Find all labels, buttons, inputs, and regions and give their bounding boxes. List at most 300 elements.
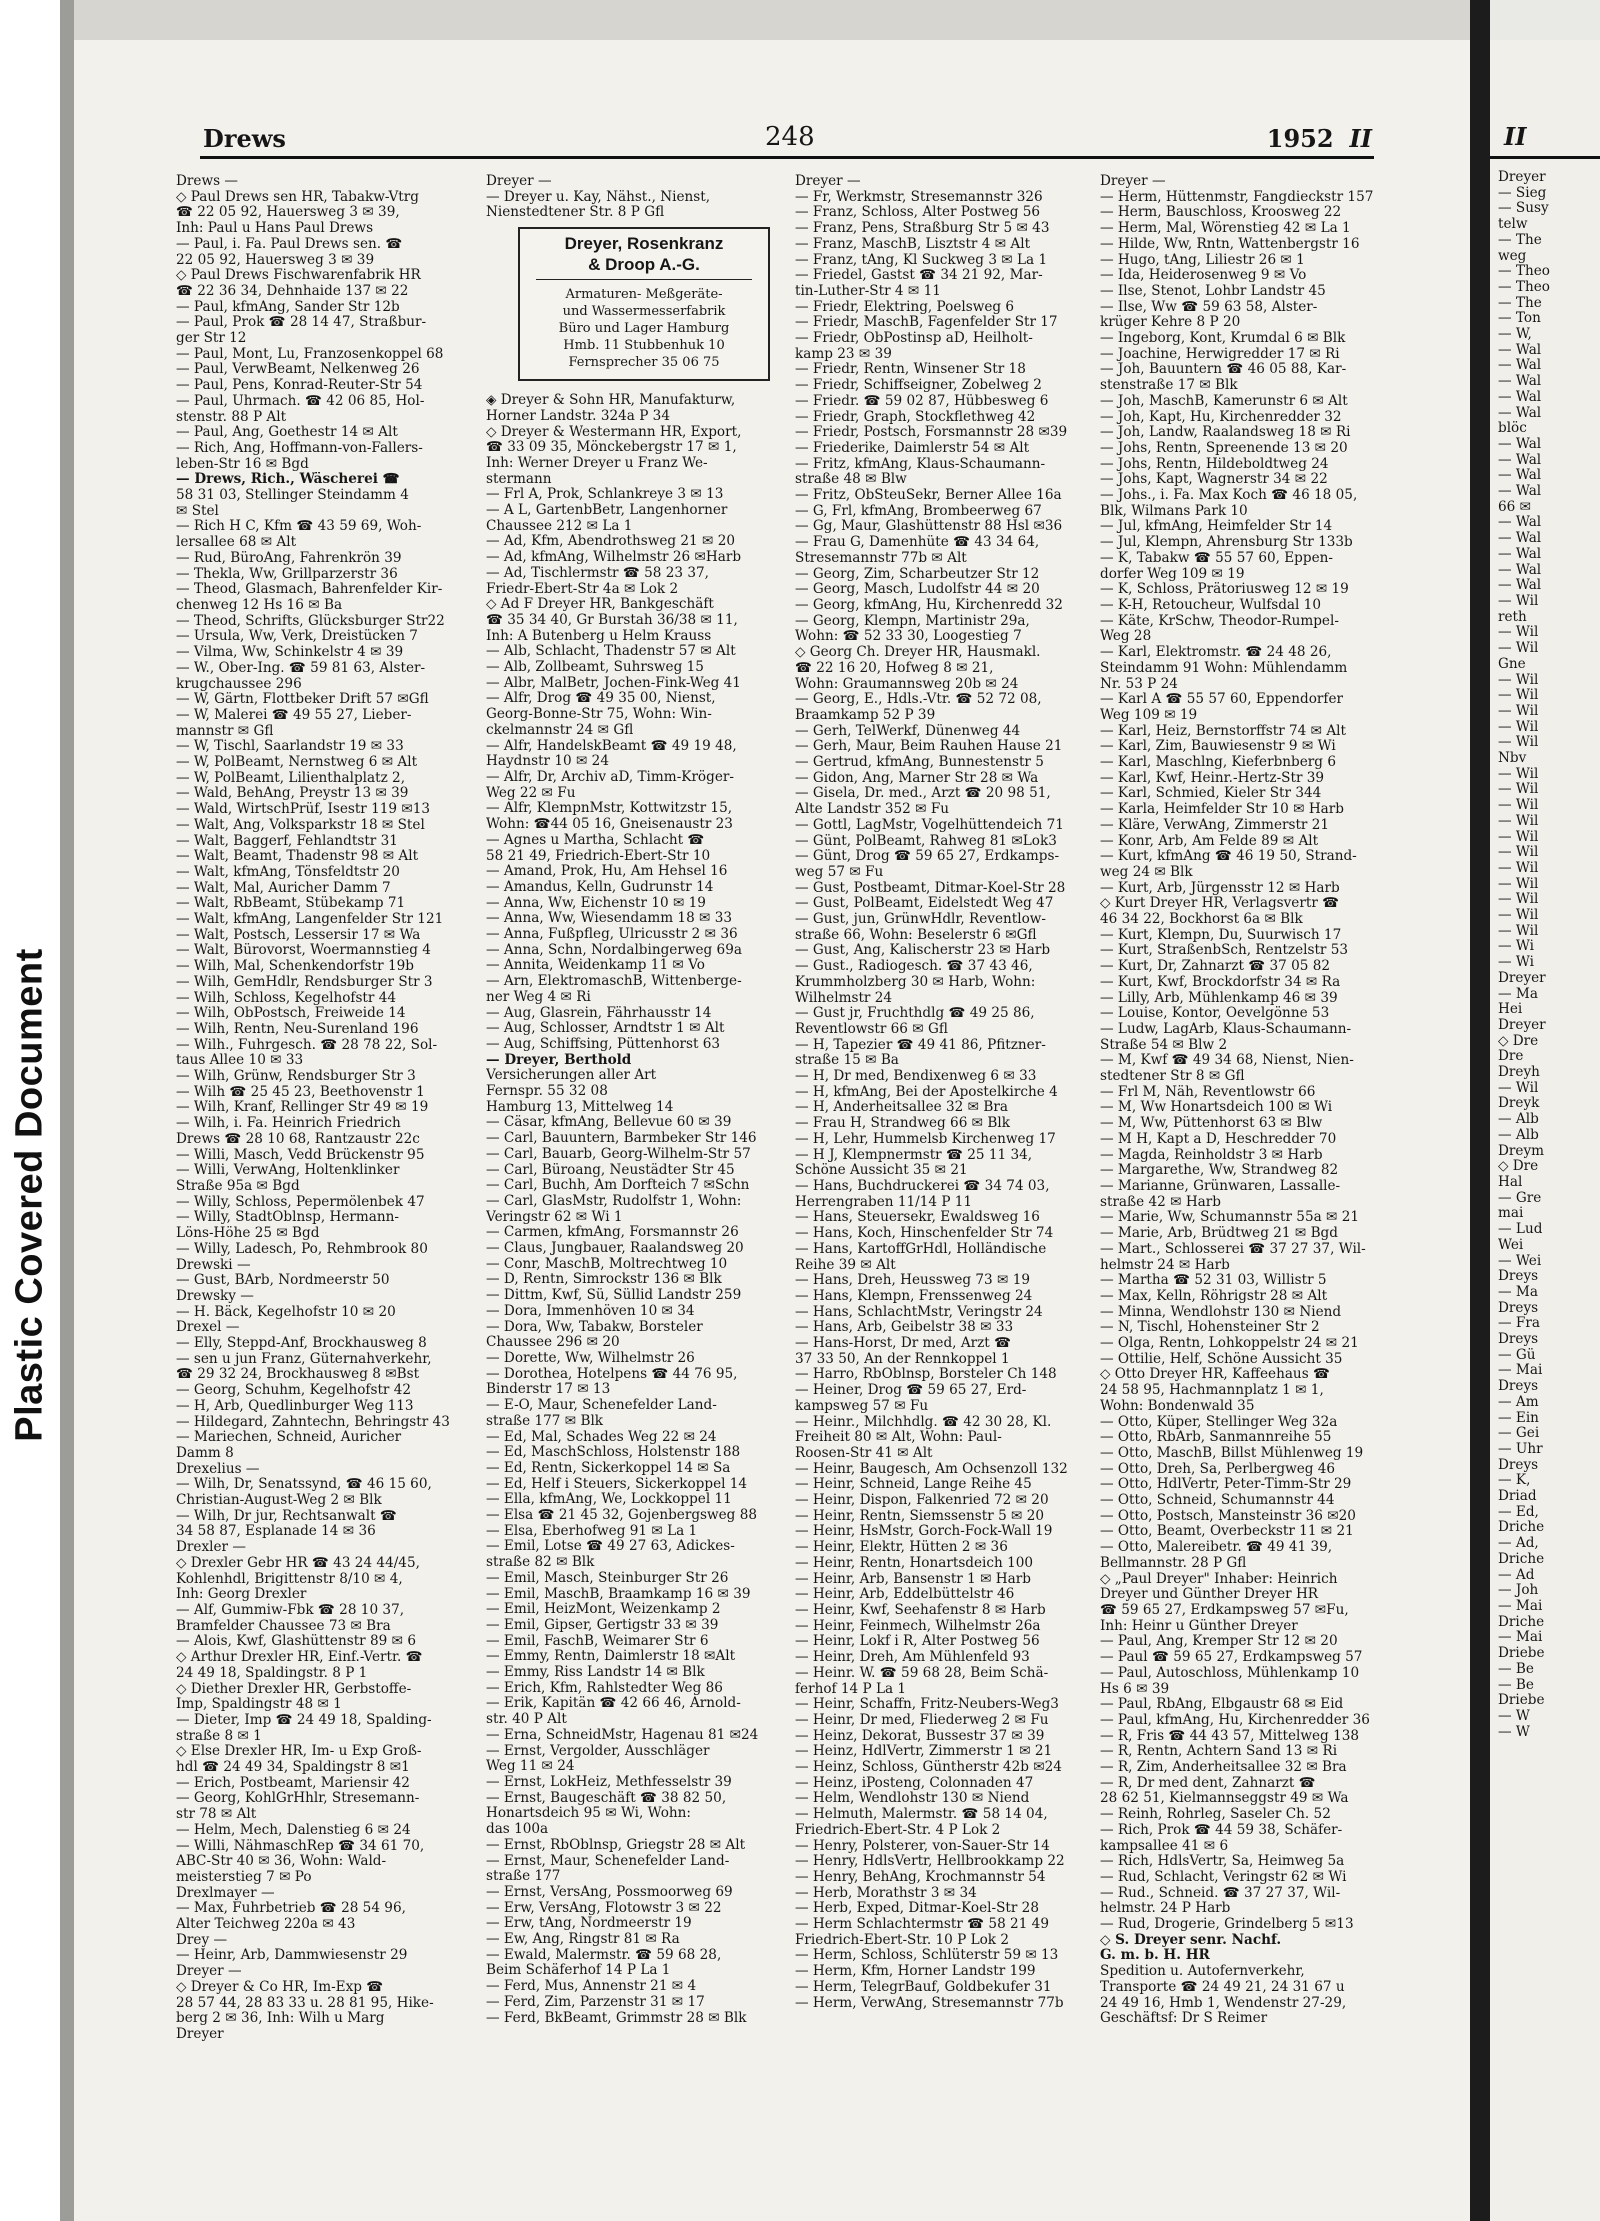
directory-entry-line: — Hilde, Ww, Rntn, Wattenbergstr 16 <box>1100 236 1360 252</box>
directory-entry-line: — Kurt, kfmAng ☎ 46 19 50, Strand- <box>1100 849 1357 865</box>
directory-entry-line: — Ad, kfmAng, Wilhelmstr 26 ✉Harb <box>486 550 742 566</box>
adjacent-entry-line: Dreym <box>1498 1143 1545 1159</box>
adjacent-entry-line: — Wil <box>1498 782 1539 798</box>
directory-entry-line: Kohlenhdl, Brigittenstr 8/10 ✉ 4, <box>176 1571 403 1587</box>
directory-entry-line: — Otto, Schneid, Schumannstr 44 <box>1100 1493 1335 1509</box>
directory-entry-line: — R, Zim, Anderheitsallee 32 ✉ Bra <box>1100 1760 1347 1776</box>
directory-entry-line: — Anna, Fußpfleg, Ulricusstr 2 ✉ 36 <box>486 927 738 943</box>
adjacent-entry-line: — Wal <box>1498 578 1542 594</box>
adjacent-entry-line: — Theo <box>1498 279 1550 295</box>
directory-entry-line: Geschäftsf: Dr S Reimer <box>1100 2011 1268 2027</box>
directory-entry-line: — Paul, Autoschloss, Mühlenkamp 10 <box>1100 1665 1360 1681</box>
adjacent-entry-line: — Wil <box>1498 798 1539 814</box>
directory-entry-line: straße 66, Wohn: Beselerstr 6 ✉Gfl <box>795 927 1037 943</box>
adjacent-page-header: II <box>1504 122 1527 151</box>
directory-entry-line: — Alf, Gummiw-Fbk ☎ 28 10 37, <box>176 1602 405 1618</box>
directory-entry-line: — Konr, Arb, Am Felde 89 ✉ Alt <box>1100 833 1319 849</box>
adjacent-entry-line: — Alb <box>1498 1127 1539 1143</box>
directory-entry-line: — Walt, Mal, Auricher Damm 7 <box>176 880 391 896</box>
directory-entry-line: — Heinr, Baugesch, Am Ochsenzoll 132 <box>795 1461 1068 1477</box>
directory-entry-line: — Karl, Elektromstr. ☎ 24 48 26, <box>1100 645 1332 661</box>
directory-entry-line: helmstr 24 ✉ Harb <box>1100 1257 1230 1273</box>
directory-entry-line: — D, Rentn, Simrockstr 136 ✉ Blk <box>486 1272 722 1288</box>
adjacent-entry-line: — Wil <box>1498 1080 1539 1096</box>
directory-entry-line: — Gust jr, Fruchthdlg ☎ 49 25 86, <box>795 1006 1035 1022</box>
directory-entry-line: Alter Teichweg 220a ✉ 43 <box>176 1917 356 1933</box>
directory-entry-line: ferhof 14 P La 1 <box>795 1681 907 1697</box>
ad-text-line: Hmb. 11 Stubbenhuk 10 <box>563 338 725 354</box>
adjacent-entry-line: — Be <box>1498 1661 1534 1677</box>
directory-entry-line: Steindamm 91 Wohn: Mühlendamm <box>1100 660 1348 676</box>
directory-entry-line: ◇ Dreyer & Co HR, Im-Exp ☎ <box>176 1979 384 1995</box>
directory-entry-line: — Heinr, Elektr, Hütten 2 ✉ 36 <box>795 1540 1008 1556</box>
directory-entry-line: — Ernst, RbOblnsp, Griegstr 28 ✉ Alt <box>486 1837 746 1853</box>
directory-entry-line: — Paul, kfmAng, Hu, Kirchenredder 36 <box>1100 1712 1370 1728</box>
directory-entry-line: — Wilh., Fuhrgesch. ☎ 28 78 22, Sol- <box>176 1037 438 1053</box>
directory-entry-line: — K, Schloss, Prätoriusweg 12 ✉ 19 <box>1100 582 1349 598</box>
directory-entry-line: — Ew, Ang, Ringstr 81 ✉ Ra <box>486 1932 680 1948</box>
directory-entry-line: — Helmuth, Malermstr. ☎ 58 14 04, <box>795 1807 1048 1823</box>
directory-entry-line: — Gidon, Ang, Marner Str 28 ✉ Wa <box>795 770 1039 786</box>
directory-entry-line: — H, Anderheitsallee 32 ✉ Bra <box>795 1100 1008 1116</box>
directory-entry-line: — Amandus, Kelln, Gudrunstr 14 <box>486 879 714 895</box>
directory-entry-line: — Kurt, Klempn, Du, Suurwisch 17 <box>1100 927 1342 943</box>
directory-entry-line: — Ad, Tischlermstr ☎ 58 23 37, <box>486 565 709 581</box>
directory-entry-line: — Heinz, iPosteng, Colonnaden 47 <box>795 1775 1034 1791</box>
adjacent-entry-line: — The <box>1498 232 1542 248</box>
directory-entry-line: — Mart., Schlosserei ☎ 37 27 37, Wil- <box>1100 1241 1366 1257</box>
directory-entry-line: — Margarethe, Ww, Strandweg 82 <box>1100 1163 1339 1179</box>
directory-entry-line: — Georg, KohlGrHhlr, Stresemann- <box>176 1791 420 1807</box>
directory-entry-line: — Gg, Maur, Glashüttenstr 88 Hsl ✉36 <box>795 519 1063 535</box>
directory-entry-line: — Carl, Büroang, Neustädter Str 45 <box>486 1162 735 1178</box>
directory-entry-line: — Willi, Masch, Vedd Brückenstr 95 <box>176 1147 425 1163</box>
directory-entry-line: krüger Kehre 8 P 20 <box>1100 315 1241 331</box>
adjacent-entry-line: — Theo <box>1498 264 1550 280</box>
directory-entry-line: — Johs, Rentn, Spreenende 13 ✉ 20 <box>1100 440 1348 456</box>
directory-entry-line: — Louise, Kontor, Oevelgönne 53 <box>1100 1006 1330 1022</box>
directory-entry-line: krugchaussee 296 <box>176 676 302 692</box>
directory-entry-line: — Günt, Drog ☎ 59 65 27, Erdkamps- <box>795 849 1060 865</box>
directory-entry-line: — Paul, Ang, Kremper Str 12 ✉ 20 <box>1100 1634 1338 1650</box>
directory-entry-line: — Joh, Landw, Raalandsweg 18 ✉ Ri <box>1100 425 1351 441</box>
adjacent-entry-line: Dreyk <box>1498 1096 1540 1112</box>
adjacent-entry-line: — Wil <box>1498 892 1539 908</box>
directory-entry-line: — Ed, Helf i Steuers, Sickerkoppel 14 <box>486 1476 748 1492</box>
directory-entry-line: mannstr ✉ Gfl <box>176 723 274 739</box>
directory-entry-line: Inh: Werner Dreyer u Franz We- <box>486 455 708 471</box>
adjacent-entry-line: mai <box>1498 1206 1524 1222</box>
adjacent-entry-line: Driad <box>1498 1489 1537 1505</box>
directory-entry-line: — Frl M, Näh, Reventlowstr 66 <box>1100 1084 1316 1100</box>
directory-entry-line: — Rich, Prok ☎ 44 59 38, Schäfer- <box>1100 1822 1343 1838</box>
adjacent-entry-line: Dreys <box>1498 1300 1539 1316</box>
directory-entry-line: Inh: Heinr u Günther Dreyer <box>1100 1618 1298 1634</box>
directory-entry-line: Blk, Wilmans Park 10 <box>1100 503 1248 519</box>
directory-entry-line: — Emil, Gipser, Gertigstr 33 ✉ 39 <box>486 1617 719 1633</box>
directory-entry-line: Weg 11 ✉ 24 <box>486 1759 575 1775</box>
directory-entry-line: Bellmannstr. 28 P Gfl <box>1100 1555 1247 1571</box>
directory-entry-line: — Wilh, Rentn, Neu-Surenland 196 <box>176 1021 419 1037</box>
directory-entry-line: — R, Rentn, Achtern Sand 13 ✉ Ri <box>1100 1744 1338 1760</box>
directory-entry-line: straße 82 ✉ Blk <box>486 1555 595 1571</box>
directory-entry-line: — Gust, BArb, Nordmeerstr 50 <box>176 1273 390 1289</box>
adjacent-entry-line: — Wi <box>1498 939 1534 955</box>
adjacent-entry-line: Dreys <box>1498 1457 1539 1473</box>
directory-entry-line: — Alois, Kwf, Glashüttenstr 89 ✉ 6 <box>176 1634 416 1650</box>
directory-entry-line: — Günt, PolBeamt, Rahweg 81 ✉Lok3 <box>795 833 1057 849</box>
adjacent-entry-line: — Wil <box>1498 672 1539 688</box>
directory-entry-line: — Albr, MalBetr, Jochen-Fink-Weg 41 <box>486 675 741 691</box>
directory-entry-line: — Mariechen, Schneid, Auricher <box>176 1430 402 1446</box>
directory-entry-line: taus Allee 10 ✉ 33 <box>176 1053 304 1069</box>
directory-entry-line: — Gust, Ang, Kalischerstr 23 ✉ Harb <box>795 943 1051 959</box>
adjacent-entry-line: Gne <box>1498 656 1526 672</box>
directory-entry-line: — Rich H C, Kfm ☎ 43 59 69, Woh- <box>176 519 422 535</box>
directory-entry-line: — Agnes u Martha, Schlacht ☎ <box>486 832 705 848</box>
adjacent-entry-line: — Wal <box>1498 389 1542 405</box>
directory-entry-line: — Franz, MaschB, Lisztstr 4 ✉ Alt <box>795 236 1031 252</box>
directory-entry-line: — Ernst, Baugeschäft ☎ 38 82 50, <box>486 1790 727 1806</box>
directory-entry-line: — Gust, Postbeamt, Ditmar-Koel-Str 28 <box>795 880 1066 896</box>
adjacent-entry-line: — Wal <box>1498 342 1542 358</box>
adjacent-page-edge <box>1490 40 1600 2221</box>
column-2 <box>486 174 776 2026</box>
directory-entry-line: — Marianne, Grünwaren, Lassalle- <box>1100 1179 1341 1194</box>
directory-entry-line: — Georg, Masch, Ludolfstr 44 ✉ 20 <box>795 582 1040 598</box>
directory-entry-line: — Herm, Schloss, Schlüterstr 59 ✉ 13 <box>795 1948 1059 1964</box>
directory-entry-line: — Dorothea, Hotelpens ☎ 44 76 95, <box>486 1366 738 1382</box>
directory-entry-line: — Ed, MaschSchloss, Holstenstr 188 <box>486 1445 741 1461</box>
directory-entry-line: — Johs, Kapt, Wagnerstr 34 ✉ 22 <box>1100 472 1328 488</box>
adjacent-entry-line: — Mai <box>1498 1363 1543 1379</box>
directory-entry-line: — W, Gärtn, Flottbeker Drift 57 ✉Gfl <box>176 692 429 708</box>
directory-entry-line: — Annita, Weidenkamp 11 ✉ Vo <box>486 958 705 974</box>
directory-entry-line: — Otto, HdlVertr, Peter-Timm-Str 29 <box>1100 1477 1352 1493</box>
directory-entry-line: Drewsky — <box>176 1288 254 1304</box>
directory-entry-line: — W, Tischl, Saarlandstr 19 ✉ 33 <box>176 739 404 755</box>
directory-entry-line: ckelmannstr 24 ✉ Gfl <box>486 722 634 738</box>
directory-entry-line: — Heinr, Rentn, Honartsdeich 100 <box>795 1555 1034 1571</box>
adjacent-entry-line: — Wil <box>1498 641 1539 657</box>
directory-entry-line: — Emmy, Riss Landstr 14 ✉ Blk <box>486 1665 705 1681</box>
adjacent-entry-line: — Wal <box>1498 484 1542 500</box>
directory-entry-line: — Erich, Kfm, Rahlstedter Weg 86 <box>486 1680 723 1696</box>
directory-entry-line: stenstr. 88 P Alt <box>176 409 287 425</box>
directory-entry-line: — Kurt, Arb, Jürgensstr 12 ✉ Harb <box>1100 880 1340 896</box>
directory-entry-line: — Franz, Schloss, Alter Postweg 56 <box>795 205 1041 221</box>
directory-entry-line: — Heinr, Schaffn, Fritz-Neubers-Weg3 <box>795 1697 1059 1713</box>
directory-entry-line: — Hildegard, Zahntechn, Behringstr 43 <box>176 1414 450 1430</box>
directory-entry-line: — Otto, MaschB, Billst Mühlenweg 19 <box>1100 1445 1364 1461</box>
adjacent-entry-line: — Wil <box>1498 703 1539 719</box>
directory-entry-line: Hamburg 13, Mittelweg 14 <box>486 1099 674 1115</box>
directory-entry-line: — Wilh, Schloss, Kegelhofstr 44 <box>176 990 397 1006</box>
ad-text-line: Fernsprecher 35 06 75 <box>568 355 720 371</box>
adjacent-entry-line: Nbv <box>1498 751 1527 767</box>
directory-entry-line: stermann <box>486 471 552 487</box>
directory-entry-line: — Wilh, Dr, Senatssynd, ☎ 46 15 60, <box>176 1477 432 1493</box>
directory-entry-line: — Erik, Kapitän ☎ 42 66 46, Arnold- <box>486 1696 741 1712</box>
directory-entry-line: ☎ 22 36 34, Dehnhaide 137 ✉ 22 <box>176 283 409 299</box>
directory-entry-line: — Ottilie, Helf, Schöne Aussicht 35 <box>1100 1351 1343 1367</box>
directory-entry-line: — Karl, Zim, Bauwiesenstr 9 ✉ Wi <box>1100 739 1336 755</box>
ad-divider <box>536 279 752 280</box>
directory-entry-line: lersallee 68 ✉ Alt <box>176 535 297 551</box>
directory-entry-line: — Willy, Schloss, Pepermölenbek 47 <box>176 1194 425 1210</box>
directory-entry-line: Drewski — <box>176 1257 251 1273</box>
directory-entry-line: ☎ 35 34 40, Gr Burstah 36/38 ✉ 11, <box>486 612 738 628</box>
directory-entry-line: — Otto, Postsch, Mansteinstr 36 ✉20 <box>1100 1508 1356 1524</box>
directory-entry-line: Krummholzberg 30 ✉ Harb, Wohn: <box>795 974 1036 990</box>
directory-entry-line: Friedrich-Ebert-Str. 10 P Lok 2 <box>795 1932 1009 1948</box>
directory-entry-line: — Alb, Zollbeamt, Suhrsweg 15 <box>486 660 704 676</box>
directory-entry-line: Reihe 39 ✉ Alt <box>795 1257 896 1273</box>
scan-top-band <box>74 0 1490 40</box>
directory-entry-line: — Emil, Lotse ☎ 49 27 63, Adickes- <box>486 1539 735 1555</box>
directory-entry-line: Wohn: Graumannsweg 20b ✉ 24 <box>795 676 1019 692</box>
directory-entry-line: 58 31 03, Stellinger Steindamm 4 <box>176 488 409 504</box>
adjacent-page-column <box>1498 170 1598 1740</box>
directory-entry-line: — Joh, MaschB, Kamerunstr 6 ✉ Alt <box>1100 393 1348 409</box>
directory-entry-line: — Wilh, Mal, Schenkendorfstr 19b <box>176 959 414 975</box>
directory-entry-line: — Heinr, Dreh, Am Mühlenfeld 93 <box>795 1650 1030 1666</box>
directory-entry-line: ◇ S. Dreyer senr. Nachf. <box>1100 1932 1282 1948</box>
adjacent-entry-line: — Gre <box>1498 1190 1542 1206</box>
directory-entry-line: — Karl, Schmied, Kieler Str 344 <box>1100 786 1322 802</box>
adjacent-entry-line: Dreyh <box>1498 1065 1540 1081</box>
directory-entry-line: — Fr, Werkmstr, Stresemannstr 326 <box>795 189 1043 205</box>
directory-entry-line: Damm 8 <box>176 1445 234 1461</box>
directory-entry-line: — Alfr, Dr, Archiv aD, Timm-Kröger- <box>486 769 734 785</box>
directory-entry-line: 34 58 87, Esplanade 14 ✉ 36 <box>176 1524 376 1540</box>
directory-entry-line: Hs 6 ✉ 39 <box>1100 1681 1170 1697</box>
directory-entry-line: Georg-Bonne-Str 75, Wohn: Win- <box>486 707 712 723</box>
directory-entry-line: — Ferd, Zim, Parzenstr 31 ✉ 17 <box>486 1994 705 2010</box>
directory-entry-line: — H, kfmAng, Bei der Apostelkirche 4 <box>795 1084 1058 1100</box>
adjacent-entry-line: Driebe <box>1498 1646 1545 1662</box>
directory-entry-line: straße 42 ✉ Harb <box>1100 1194 1221 1210</box>
directory-entry-line: Horner Landstr. 324a P 34 <box>486 408 670 424</box>
directory-entry-line: — Anna, Schn, Nordalbingerweg 69a <box>486 942 742 958</box>
directory-entry-line: — Heinr, Arb, Eddelbüttelstr 46 <box>795 1587 1015 1603</box>
directory-entry-line: Schöne Aussicht 35 ✉ 21 <box>795 1163 968 1179</box>
directory-entry-line: ner Weg 4 ✉ Ri <box>486 989 591 1005</box>
directory-entry-line: — Heinr, Rentn, Siemssenstr 5 ✉ 20 <box>795 1508 1045 1524</box>
directory-entry-line: — Kurt, Kwf, Brockdorfstr 34 ✉ Ra <box>1100 974 1341 990</box>
directory-entry-line: Christian-August-Weg 2 ✉ Blk <box>176 1493 382 1509</box>
directory-entry-line: Wohn: ☎ 52 33 30, Loogestieg 7 <box>795 629 1022 645</box>
directory-entry-line: — Walt, Bürovorst, Woermannstieg 4 <box>176 943 431 959</box>
adjacent-entry-line: — Wal <box>1498 452 1542 468</box>
directory-entry-line: — Walt, RbBeamt, Stübekamp 71 <box>176 896 406 912</box>
directory-entry-line: — Harro, RbOblnsp, Borsteler Ch 148 <box>795 1367 1057 1383</box>
adjacent-entry-line: weg <box>1498 248 1527 264</box>
directory-entry-line: — Friederike, Daimlerstr 54 ✉ Alt <box>795 440 1030 456</box>
adjacent-entry-line: Dre <box>1498 1049 1524 1065</box>
directory-entry-line: — Heinr, Kwf, Seehafenstr 8 ✉ Harb <box>795 1602 1046 1618</box>
directory-entry-line: — H, Arb, Quedlinburger Weg 113 <box>176 1398 414 1414</box>
directory-entry-line: — H J, Klempnermstr ☎ 25 11 34, <box>795 1147 1033 1163</box>
directory-entry-line: — W., Ober-Ing. ☎ 59 81 63, Alster- <box>176 660 426 676</box>
directory-entry-line: 46 34 22, Bockhorst 6a ✉ Blk <box>1100 912 1303 928</box>
directory-entry-line: Beim Schäferhof 14 P La 1 <box>486 1963 671 1979</box>
directory-entry-line: — sen u jun Franz, Güternahverkehr, <box>176 1351 432 1367</box>
column-1 <box>176 174 468 2043</box>
directory-entry-line: — Joh, Kapt, Hu, Kirchenredder 32 <box>1100 409 1342 425</box>
directory-entry-line: — Dreyer u. Kay, Nähst., Nienst, <box>486 189 711 205</box>
directory-entry-line: — Hans, KartoffGrHdl, Holländische <box>795 1241 1047 1257</box>
directory-entry-line: Dreyer und Günther Dreyer HR <box>1100 1587 1319 1603</box>
directory-entry-line: leben-Str 16 ✉ Bgd <box>176 456 309 472</box>
directory-entry-line: Inh: Paul u Hans Paul Drews <box>176 221 374 237</box>
adjacent-entry-line: Driebe <box>1498 1693 1545 1709</box>
directory-entry-line: Drews ☎ 28 10 68, Rantzaustr 22c <box>176 1131 420 1147</box>
directory-entry-line: — Paul, VerwBeamt, Nelkenweg 26 <box>176 362 420 378</box>
directory-entry-line: — N, Tischl, Hohensteiner Str 2 <box>1100 1320 1320 1336</box>
directory-entry-line: — Heinr, Dr med, Fliederweg 2 ✉ Fu <box>795 1712 1049 1728</box>
directory-entry-line: ◇ Diether Drexler HR, Gerbstoffe- <box>176 1681 412 1697</box>
adjacent-entry-line: — Be <box>1498 1677 1534 1693</box>
directory-entry-line: — Heinr, HsMstr, Gorch-Fock-Wall 19 <box>795 1524 1053 1540</box>
directory-entry-line: — Minna, Wendlohstr 130 ✉ Niend <box>1100 1304 1342 1320</box>
directory-entry-line: straße 15 ✉ Ba <box>795 1053 899 1069</box>
directory-entry-line: Dreyer — <box>1100 174 1166 189</box>
directory-entry-line: — Frau G, Damenhüte ☎ 43 34 64, <box>795 535 1040 551</box>
directory-entry-line: — Vilma, Ww, Schinkelstr 4 ✉ 39 <box>176 645 404 661</box>
directory-entry-line: — Karla, Heimfelder Str 10 ✉ Harb <box>1100 802 1344 818</box>
directory-entry-line: Drexlmayer — <box>176 1885 275 1901</box>
adjacent-entry-line: Dreyer <box>1498 170 1546 185</box>
directory-entry-line: — Hugo, tAng, Liliestr 26 ✉ 1 <box>1100 252 1305 268</box>
directory-entry-line: — Rud, Drogerie, Grindelberg 5 ✉13 <box>1100 1917 1354 1933</box>
directory-entry-line: — Emil, Masch, Steinburger Str 26 <box>486 1570 729 1586</box>
directory-entry-line: — A L, GartenbBetr, Langenhorner <box>486 503 728 519</box>
directory-entry-line: — Wald, WirtschPrüf, Isestr 119 ✉13 <box>176 802 431 818</box>
directory-entry-line: weg 57 ✉ Fu <box>795 864 884 880</box>
advertisement-box <box>518 227 770 381</box>
book-gutter <box>1470 0 1490 2221</box>
directory-entry-line: ◇ Kurt Dreyer HR, Verlagsvertr ☎ <box>1100 896 1340 912</box>
directory-entry-line: — Walt, kfmAng, Tönsfeldtstr 20 <box>176 864 400 880</box>
directory-entry-line: — Ernst, VersAng, Possmoorweg 69 <box>486 1884 733 1900</box>
directory-entry-line: Herrengraben 11/14 P 11 <box>795 1194 973 1210</box>
adjacent-entry-line: — Wal <box>1498 358 1542 374</box>
directory-entry-line: — Ilse, Stenot, Lohbr Landstr 45 <box>1100 283 1326 299</box>
directory-entry-line: helmstr. 24 P Harb <box>1100 1901 1231 1917</box>
directory-entry-line: — Gerh, Maur, Beim Rauhen Hause 21 <box>795 739 1063 755</box>
adjacent-entry-line: — Wil <box>1498 908 1539 924</box>
adjacent-entry-line: — Ma <box>1498 1284 1538 1300</box>
directory-entry-line: — Henry, BehAng, Krochmannstr 54 <box>795 1869 1046 1885</box>
directory-entry-line: — Heinr, Arb, Dammwiesenstr 29 <box>176 1948 408 1964</box>
directory-entry-line: — Carl, Bauarb, Georg-Wilhelm-Str 57 <box>486 1146 751 1162</box>
directory-entry-line: Nienstedtener Str. 8 P Gfl <box>486 205 665 221</box>
directory-entry-line: Honartsdeich 95 ✉ Wi, Wohn: <box>486 1806 691 1822</box>
directory-entry-line: Weg 28 <box>1100 629 1152 645</box>
directory-entry-line: Wohn: Bondenwald 35 <box>1100 1398 1255 1414</box>
directory-entry-line: — Hans, Buchdruckerei ☎ 34 74 03, <box>795 1179 1050 1194</box>
ad-title-line-1: Dreyer, Rosenkranz <box>564 234 724 254</box>
directory-entry-line: — Wilh, Dr jur, Rechtsanwalt ☎ <box>176 1508 397 1524</box>
directory-entry-line: — Gerh, TelWerkf, Dünenweg 44 <box>795 723 1021 739</box>
adjacent-entry-line: — K, <box>1498 1473 1531 1489</box>
directory-entry-line: — Rud., Schneid. ☎ 37 27 37, Wil- <box>1100 1885 1341 1901</box>
directory-entry-line: Wohn: ☎44 05 16, Gneisenaustr 23 <box>486 817 733 833</box>
directory-entry-line: — H. Bäck, Kegelhofstr 10 ✉ 20 <box>176 1304 396 1320</box>
adjacent-entry-line: Dreys <box>1498 1379 1539 1395</box>
directory-entry-line: stenstraße 17 ✉ Blk <box>1100 378 1238 394</box>
page-number: 248 <box>765 122 815 152</box>
directory-entry-line: — Rud, Schlacht, Veringstr 62 ✉ Wi <box>1100 1869 1347 1885</box>
directory-entry-line: — Hans-Horst, Dr med, Arzt ☎ <box>795 1336 1012 1352</box>
directory-entry-line: — Wilh, ObPostsch, Freiweide 14 <box>176 1006 406 1022</box>
directory-entry-line: — Herm, TelegrBauf, Goldbekufer 31 <box>795 1979 1052 1995</box>
adjacent-entry-line: — Uhr <box>1498 1441 1543 1457</box>
adjacent-entry-line: Dreys <box>1498 1269 1539 1285</box>
directory-entry-line: ◇ Otto Dreyer HR, Kaffeehaus ☎ <box>1100 1367 1330 1383</box>
directory-entry-line: Straße 54 ✉ Blw 2 <box>1100 1037 1228 1053</box>
directory-entry-line: — Kurt, Dr, Zahnarzt ☎ 37 05 82 <box>1100 959 1331 975</box>
directory-entry-line: ◇ Drexler Gebr HR ☎ 43 24 44/45, <box>176 1555 420 1571</box>
directory-entry-line: — Paul, Mont, Lu, Franzosenkoppel 68 <box>176 346 444 362</box>
directory-entry-line: — Georg, Schuhm, Kegelhofstr 42 <box>176 1383 412 1399</box>
directory-entry-line: — Ursula, Ww, Verk, Dreistücken 7 <box>176 629 418 645</box>
directory-entry-line: — Herm, Hüttenmstr, Fangdieckstr 157 <box>1100 189 1374 205</box>
directory-entry-line: Roosen-Str 41 ✉ Alt <box>795 1445 933 1461</box>
directory-entry-line: — Herb, Exped, Ditmar-Koel-Str 28 <box>795 1901 1039 1917</box>
directory-entry-line: — Theod, Schrifts, Glücksburger Str22 <box>176 613 445 629</box>
directory-entry-line: — Willi, NähmaschRep ☎ 34 61 70, <box>176 1838 425 1854</box>
directory-entry-line: — Walt, Postsch, Lessersir 17 ✉ Wa <box>176 927 421 943</box>
directory-entry-line: — Karl A ☎ 55 57 60, Eppendorfer <box>1100 692 1343 708</box>
directory-entry-line: ger Str 12 <box>176 331 247 347</box>
directory-entry-line: Weg 109 ✉ 19 <box>1100 707 1198 723</box>
directory-entry-line: — Reinh, Rohrleg, Saseler Ch. 52 <box>1100 1807 1331 1823</box>
directory-entry-line: berg 2 ✉ 36, Inh: Wilh u Marg <box>176 2011 385 2027</box>
directory-entry-line: ☎ 22 05 92, Hauersweg 3 ✉ 39, <box>176 205 400 221</box>
directory-entry-line: — Gust, jun, GrünwHdlr, Reventlow- <box>795 912 1047 928</box>
directory-entry-line: — Heinz, HdlVertr, Zimmerstr 1 ✉ 21 <box>795 1744 1053 1760</box>
directory-entry-line: — Paul, Pens, Konrad-Reuter-Str 54 <box>176 378 423 394</box>
adjacent-entry-line: — Wal <box>1498 546 1542 562</box>
directory-entry-line: — Alfr, Drog ☎ 49 35 00, Nienst, <box>486 691 716 707</box>
directory-entry-line: Dreyer <box>176 2026 224 2042</box>
adjacent-entry-line: Driche <box>1498 1614 1545 1630</box>
directory-entry-line: — Dora, Immenhöven 10 ✉ 34 <box>486 1303 695 1319</box>
directory-entry-line: ◇ Georg Ch. Dreyer HR, Hausmakl. <box>795 645 1041 661</box>
side-label: Plastic Covered Document <box>0 0 60 2221</box>
directory-entry-line: — Frau H, Strandweg 66 ✉ Blk <box>795 1116 1010 1132</box>
directory-entry-line: — Franz, tAng, Kl Suckweg 3 ✉ La 1 <box>795 252 1048 268</box>
adjacent-entry-line: — Ad <box>1498 1567 1535 1583</box>
directory-entry-line: — Paul, Uhrmach. ☎ 42 06 85, Hol- <box>176 393 425 409</box>
directory-entry-line: — Wilh, Kranf, Rellinger Str 49 ✉ 19 <box>176 1100 429 1116</box>
directory-entry-line: kamp 23 ✉ 39 <box>795 346 892 362</box>
adjacent-entry-line: ◇ Dre <box>1498 1033 1539 1049</box>
adjacent-entry-line: — W, <box>1498 327 1532 343</box>
adjacent-entry-line: — Ad, <box>1498 1536 1539 1552</box>
adjacent-entry-line: — Wal <box>1498 405 1542 421</box>
directory-entry-line: — Georg, Zim, Scharbeutzer Str 12 <box>795 566 1040 582</box>
directory-entry-line: — Emil, HeizMont, Weizenkamp 2 <box>486 1602 721 1618</box>
directory-entry-line: — Wilh ☎ 25 45 23, Beethovenstr 1 <box>176 1084 425 1100</box>
directory-entry-line: — Max, Fuhrbetrieb ☎ 28 54 96, <box>176 1901 406 1917</box>
adjacent-entry-line: — Sieg <box>1498 185 1547 201</box>
directory-entry-line: 58 21 49, Friedrich-Ebert-Str 10 <box>486 848 711 864</box>
directory-entry-line: — Karl, Heiz, Bernstorffstr 74 ✉ Alt <box>1100 723 1346 739</box>
adjacent-entry-line: — Ein <box>1498 1410 1539 1426</box>
